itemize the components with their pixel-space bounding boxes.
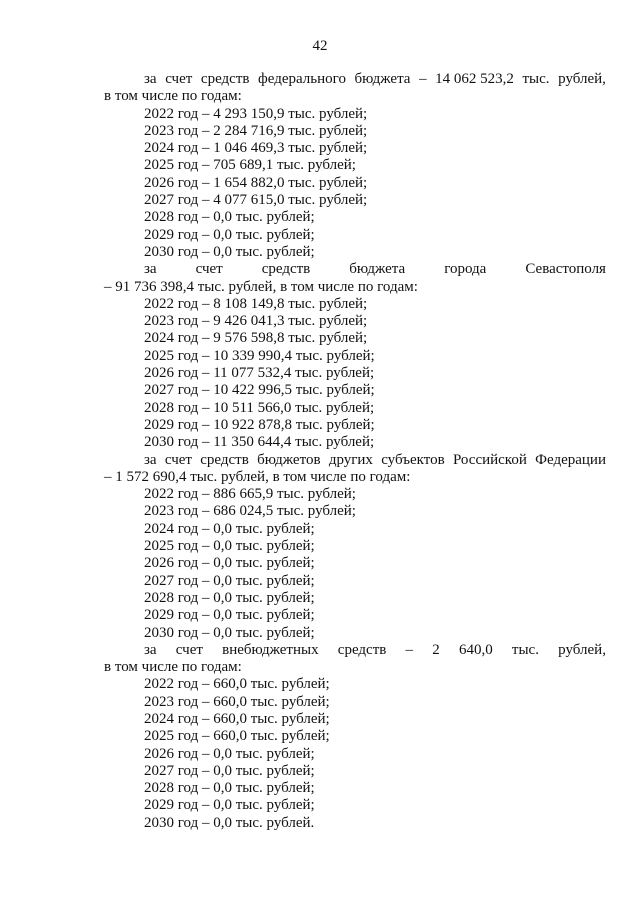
year-line: 2023 год – 2 284 716,9 тыс. рублей; — [144, 122, 368, 139]
intro-word: тыс. — [511, 641, 539, 658]
intro-word: 2 — [432, 641, 440, 658]
intro-word: внебюджетных — [222, 641, 319, 658]
intro-word: 640,0 — [458, 641, 493, 658]
section-intro-continuation: – 1 572 690,4 тыс. рублей, в том числе по годам: — [104, 468, 411, 485]
year-line: 2022 год – 4 293 150,9 тыс. рублей; — [144, 105, 368, 122]
year-line: 2027 год – 0,0 тыс. рублей; — [144, 572, 315, 589]
year-line: 2028 год – 10 511 566,0 тыс. рублей; — [144, 399, 375, 416]
year-line: 2026 год – 1 654 882,0 тыс. рублей; — [144, 174, 368, 191]
year-line: 2024 год – 9 576 598,8 тыс. рублей; — [144, 330, 368, 347]
funding-section-extrabudgetary — [104, 642, 606, 832]
section-intro — [104, 452, 606, 469]
funding-section-federal — [104, 71, 606, 261]
year-line: 2030 год – 0,0 тыс. рублей. — [144, 814, 315, 831]
year-line: 2029 год – 0,0 тыс. рублей; — [144, 226, 315, 243]
intro-word: – — [419, 71, 427, 87]
funding-section-city — [104, 261, 606, 451]
section-intro-continuation: – 91 736 398,4 тыс. рублей, в том числе по годам: — [104, 278, 418, 295]
intro-word: бюджета — [349, 261, 406, 278]
intro-word: за — [144, 71, 157, 87]
year-line: 2029 год – 0,0 тыс. рублей; — [144, 797, 315, 814]
year-line: 2029 год – 0,0 тыс. рублей; — [144, 607, 315, 624]
year-line: 2030 год – 11 350 644,4 тыс. рублей; — [144, 434, 375, 451]
section-intro-continuation: в том числе по годам: — [104, 88, 242, 105]
year-line: 2024 год – 660,0 тыс. рублей; — [144, 710, 330, 727]
year-line: 2028 год – 0,0 тыс. рублей; — [144, 589, 315, 606]
intro-word: счет — [195, 261, 223, 278]
intro-word: бюджета — [354, 71, 411, 87]
year-line: 2024 год – 1 046 469,3 тыс. рублей; — [144, 140, 368, 157]
intro-word: субъектов — [381, 451, 445, 468]
year-line: 2028 год – 0,0 тыс. рублей; — [144, 209, 315, 226]
year-line: 2022 год – 8 108 149,8 тыс. рублей; — [144, 295, 368, 312]
year-line: 2024 год – 0,0 тыс. рублей; — [144, 520, 315, 537]
year-line: 2023 год – 660,0 тыс. рублей; — [144, 693, 330, 710]
funding-text — [104, 71, 606, 832]
intro-word: средств — [337, 641, 387, 658]
intro-word: рублей, — [558, 641, 606, 658]
year-line: 2022 год – 660,0 тыс. рублей; — [144, 676, 330, 693]
intro-word: бюджетов — [257, 451, 321, 468]
year-line: 2022 год – 886 665,9 тыс. рублей; — [144, 486, 356, 503]
year-line: 2025 год – 705 689,1 тыс. рублей; — [144, 157, 356, 174]
intro-word: Севастополя — [525, 261, 606, 278]
year-line: 2029 год – 10 922 878,8 тыс. рублей; — [144, 416, 375, 433]
year-line: 2027 год – 4 077 615,0 тыс. рублей; — [144, 192, 368, 209]
intro-word: Федерации — [535, 451, 606, 468]
intro-word: счет — [165, 71, 193, 87]
year-line: 2026 год – 0,0 тыс. рублей; — [144, 745, 315, 762]
intro-word: счет — [164, 451, 192, 468]
year-line: 2025 год – 10 339 990,4 тыс. рублей; — [144, 347, 375, 364]
intro-word: федерального — [258, 71, 346, 87]
year-line: 2027 год – 0,0 тыс. рублей; — [144, 762, 315, 779]
intro-word: средств — [200, 71, 250, 87]
year-line: 2025 год – 660,0 тыс. рублей; — [144, 728, 330, 745]
year-line: 2030 год – 0,0 тыс. рублей; — [144, 624, 315, 641]
intro-word: рублей, — [558, 71, 606, 87]
year-line: 2028 год – 0,0 тыс. рублей; — [144, 780, 315, 797]
year-line: 2023 год – 686 024,5 тыс. рублей; — [144, 503, 356, 520]
intro-word: за — [144, 261, 157, 278]
intro-word: – — [405, 641, 414, 658]
intro-word: счет — [175, 641, 203, 658]
intro-word: тыс. — [522, 71, 550, 87]
year-line: 2026 год – 0,0 тыс. рублей; — [144, 555, 315, 572]
funding-section-other-subjects — [104, 452, 606, 642]
intro-word: за — [144, 641, 157, 658]
intro-word: других — [328, 451, 373, 468]
year-line: 2027 год – 10 422 996,5 тыс. рублей; — [144, 382, 375, 399]
section-intro — [104, 642, 606, 659]
year-line: 2025 год – 0,0 тыс. рублей; — [144, 538, 315, 555]
intro-word: Российской — [452, 451, 527, 468]
year-line: 2026 год – 11 077 532,4 тыс. рублей; — [144, 365, 375, 382]
year-line: 2030 год – 0,0 тыс. рублей; — [144, 243, 315, 260]
intro-word: за — [144, 451, 157, 468]
intro-word: средств — [200, 451, 249, 468]
intro-word: города — [444, 261, 487, 278]
intro-word: 14 062 523,2 — [435, 71, 514, 87]
section-intro — [104, 261, 606, 278]
intro-word: средств — [261, 261, 311, 278]
section-intro-continuation: в том числе по годам: — [104, 659, 242, 676]
page-number: 42 — [312, 38, 328, 54]
section-intro — [104, 71, 606, 88]
year-line: 2023 год – 9 426 041,3 тыс. рублей; — [144, 313, 368, 330]
